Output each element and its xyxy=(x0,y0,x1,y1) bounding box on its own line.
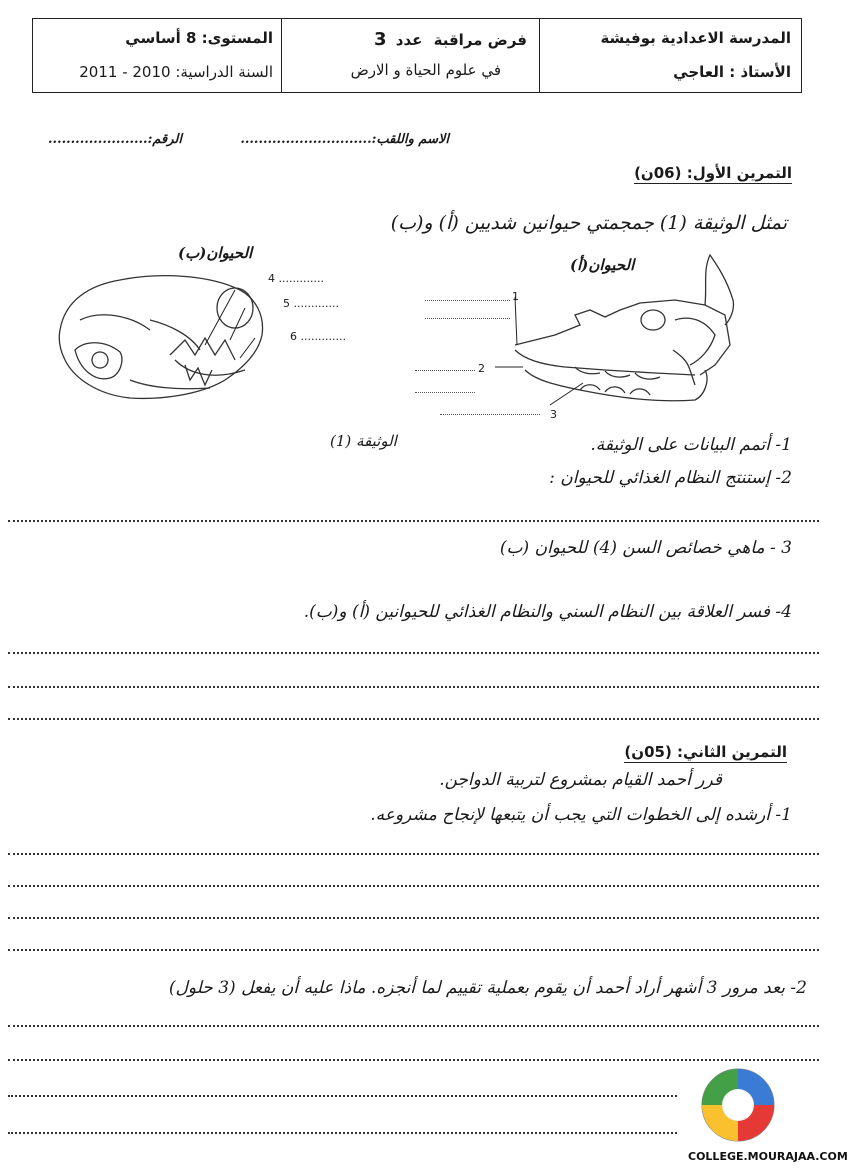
animal-b-label: الحيوان(ب) xyxy=(178,244,253,262)
ex1-question-1: 1- أتمم البيانات على الوثيقة. xyxy=(590,435,792,455)
teacher-name: الأستاذ : العاجي xyxy=(673,63,791,81)
exam-title xyxy=(374,29,527,50)
student-number-label: الرقم:...................... xyxy=(48,132,182,147)
document-label: الوثيقة (1) xyxy=(330,432,397,450)
skull-b-label-5: 5 ............. xyxy=(283,297,339,310)
skull-b-drawing xyxy=(50,260,280,420)
pointer-1 xyxy=(515,297,517,345)
school-year: السنة الدراسية: 2010 - 2011 xyxy=(79,63,273,81)
skull-a-label-3: 3 xyxy=(550,408,557,421)
skull-a-blank-3[interactable] xyxy=(440,414,540,415)
skull-a-blank-1b[interactable] xyxy=(425,318,510,319)
answer-line[interactable] xyxy=(8,718,819,720)
skull-b-label-6: 6 ............. xyxy=(290,330,346,343)
ex1-question-4: 4- فسر العلاقة بين النظام السني والنظام الغذائي للحيوانين (أ) و(ب). xyxy=(303,602,792,622)
skull-a-label-1: 1 xyxy=(512,290,519,303)
answer-line[interactable] xyxy=(8,686,819,688)
answer-line[interactable] xyxy=(8,949,819,951)
answer-line[interactable] xyxy=(8,652,819,654)
header-school-cell xyxy=(539,19,801,92)
header-table xyxy=(32,18,802,93)
ex1-question-3: 3 - ماهي خصائص السن (4) للحيوان (ب) xyxy=(499,538,792,558)
answer-line[interactable] xyxy=(8,520,819,522)
ex2-question-1: 1- أرشده إلى الخطوات التي يجب أن يتبعها لإنجاح مشروعه. xyxy=(370,805,792,825)
skull-a-blank-2b[interactable] xyxy=(415,392,475,393)
answer-line[interactable] xyxy=(8,1025,819,1027)
exercise2-title: التمرين الثاني: (05ن) xyxy=(624,743,787,761)
header-level-cell xyxy=(33,19,283,92)
header-exam-cell xyxy=(281,19,539,92)
exam-subject: في علوم الحياة و الارض xyxy=(350,61,501,79)
student-name-label: الاسم واللقب:............................. xyxy=(240,132,449,147)
answer-line[interactable] xyxy=(8,917,819,919)
skull-b-label-4: 4 ............. xyxy=(268,272,324,285)
ex1-question-2: 2- إستنتج النظام الغذائي للحيوان : xyxy=(549,468,792,488)
level: المستوى: 8 أساسي xyxy=(125,29,273,47)
skull-a-blank-1[interactable] xyxy=(425,300,510,301)
answer-line[interactable] xyxy=(8,885,819,887)
skull-a-drawing xyxy=(405,255,765,425)
answer-line[interactable] xyxy=(8,1132,677,1134)
exam-type: فرض مراقبة xyxy=(433,31,527,49)
exam-suffix: عدد xyxy=(395,31,423,49)
exam-number: 3 xyxy=(374,29,387,50)
exercise1-intro: تمثل الوثيقة (1) جمجمتي حيوانين شديين (أ) و(ب) xyxy=(390,212,787,234)
skull-a-blank-2[interactable] xyxy=(415,370,475,371)
exercise2-title-wrap xyxy=(624,742,787,761)
ex2-question-2: 2- بعد مرور 3 أشهر أراد أحمد أن يقوم بعملية تقييم لما أنجزه. ماذا عليه أن يفعل (3 حلول) xyxy=(168,978,807,998)
pointer-3 xyxy=(550,383,583,405)
watermark-logo xyxy=(683,1060,793,1150)
exercise1-title-wrap xyxy=(634,163,792,182)
watermark-text: COLLEGE.MOURAJAA.COM xyxy=(688,1150,848,1163)
exercise2-intro: قرر أحمد القيام بمشروع لتربية الدواجن. xyxy=(439,770,722,790)
pointer-4 xyxy=(205,290,235,345)
answer-line[interactable] xyxy=(8,853,819,855)
skull-a-label-2: 2 xyxy=(478,362,485,375)
answer-line[interactable] xyxy=(8,1095,677,1097)
school-name: المدرسة الاعدادية بوفيشة xyxy=(600,29,791,47)
animal-a-label: الحيوان(أ) xyxy=(570,256,635,274)
exercise1-title: التمرين الأول: (06ن) xyxy=(634,164,792,182)
